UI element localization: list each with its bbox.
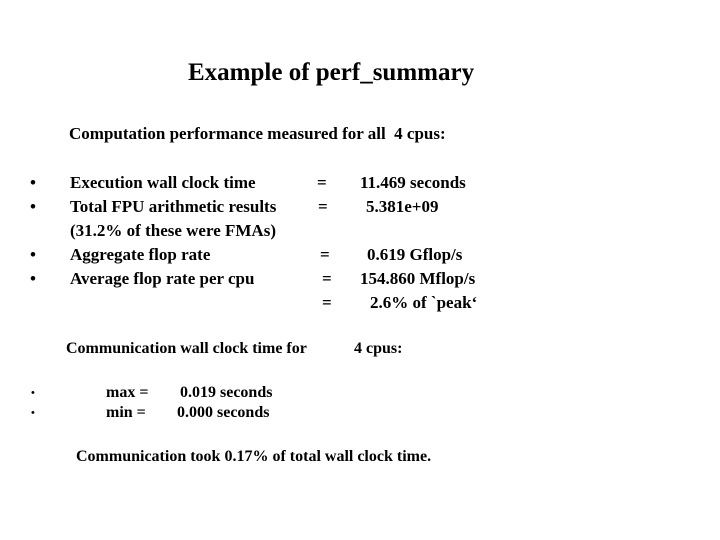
bullet-icon: • — [30, 173, 36, 192]
page-title: Example of perf_summary — [188, 59, 475, 86]
comm-row-value: 0.019 seconds — [180, 384, 273, 401]
communication-cpus: 4 cpus: — [354, 340, 403, 357]
row-label: Average flop rate per cpu — [70, 269, 255, 288]
communication-heading: Communication wall clock time for — [66, 340, 307, 357]
row-note: (31.2% of these were FMAs) — [70, 221, 276, 240]
row-label: Total FPU arithmetic results — [70, 197, 277, 216]
bullet-icon: • — [30, 269, 36, 288]
row-label: Execution wall clock time — [70, 173, 256, 192]
bullet-icon: • — [31, 387, 35, 399]
computation-heading: Computation performance measured for all 4 cpus: — [69, 124, 446, 143]
row-value: 154.860 Mflop/s — [360, 269, 476, 288]
bullet-icon: • — [31, 407, 35, 419]
comm-row-value: 0.000 seconds — [177, 404, 270, 421]
row-equals: = — [322, 269, 332, 288]
bullet-icon: • — [30, 197, 36, 216]
summary-text: Communication took 0.17% of total wall clock time. — [76, 448, 432, 465]
row-value: 11.469 seconds — [360, 173, 466, 192]
comm-row-label: min = — [106, 404, 146, 421]
row-value: 2.6% of `peak‘ — [370, 293, 478, 312]
bullet-icon: • — [30, 245, 36, 264]
row-equals: = — [322, 293, 332, 312]
row-equals: = — [318, 197, 328, 216]
row-equals: = — [320, 245, 330, 264]
comm-row-label: max = — [106, 384, 149, 401]
row-equals: = — [317, 173, 327, 192]
row-value: 5.381e+09 — [366, 197, 439, 216]
row-value: 0.619 Gflop/s — [367, 245, 463, 264]
row-label: Aggregate flop rate — [70, 245, 211, 264]
